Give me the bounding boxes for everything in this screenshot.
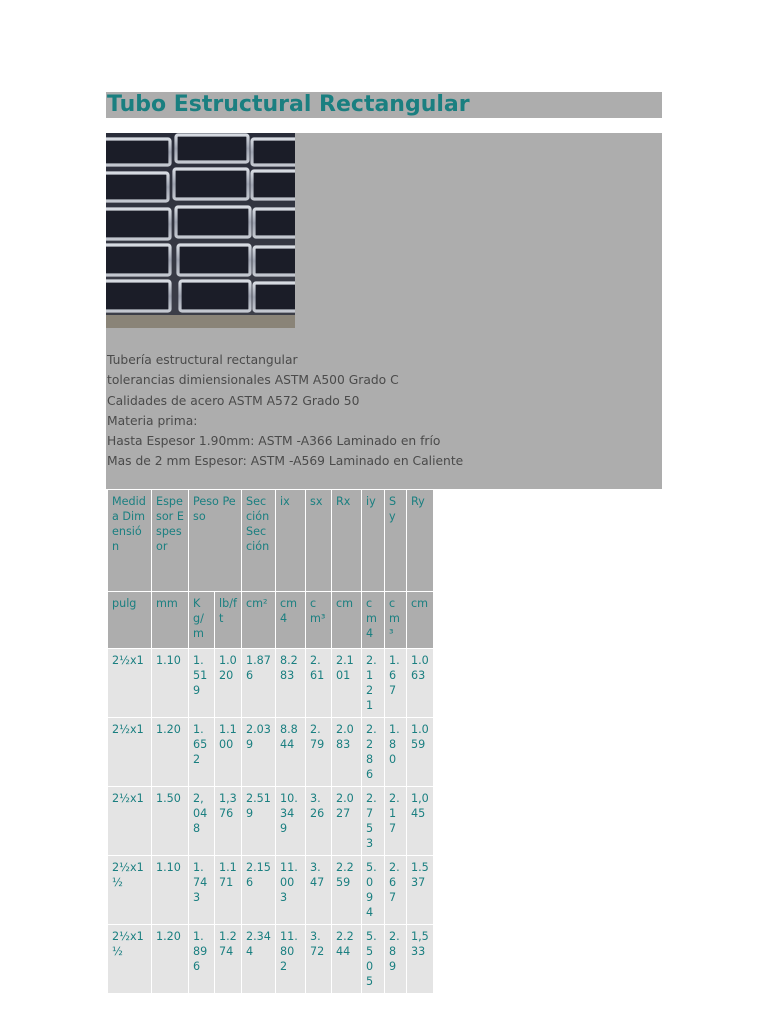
table-cell: 2½x1: [108, 649, 152, 718]
table-cell: 3.72: [306, 925, 332, 994]
unit-cell: mm: [152, 592, 189, 649]
table-cell: 2½x1½: [108, 856, 152, 925]
title-gap: [110, 118, 662, 133]
description-line: Materia prima:: [107, 413, 198, 428]
table-cell: 10.349: [276, 787, 306, 856]
description-line: tolerancias dimiensionales ASTM A500 Grado C: [107, 373, 399, 388]
table-cell: 2,048: [189, 787, 215, 856]
table-cell: 3.26: [306, 787, 332, 856]
table-cell: 5.505: [362, 925, 385, 994]
table-cell: 1.20: [152, 925, 189, 994]
table-cell: 2.156: [242, 856, 276, 925]
table-header-row: [108, 490, 434, 592]
header-cell: Ry: [407, 490, 434, 592]
table-cell: 1.896: [189, 925, 215, 994]
header-cell: ix: [276, 490, 306, 592]
table-cell: 2.519: [242, 787, 276, 856]
table-cell: 3.47: [306, 856, 332, 925]
table-cell: 2.61: [306, 649, 332, 718]
table-cell: 1.10: [152, 856, 189, 925]
table-cell: 2.259: [332, 856, 362, 925]
unit-cell: cm4: [362, 592, 385, 649]
table-cell: 5.094: [362, 856, 385, 925]
unit-cell: pulg: [108, 592, 152, 649]
table-cell: 1.537: [407, 856, 434, 925]
table-row: [108, 925, 434, 994]
header-cell: Rx: [332, 490, 362, 592]
table-cell: 2.67: [385, 856, 407, 925]
table-cell: 1.743: [189, 856, 215, 925]
description-line: Hasta Espesor 1.90mm: ASTM -A366 Laminado en frío: [107, 434, 441, 449]
table-cell: 2½x1: [108, 787, 152, 856]
unit-cell: cm: [407, 592, 434, 649]
unit-cell: cm³: [385, 592, 407, 649]
table-cell: 2.79: [306, 718, 332, 787]
table-cell: 1,533: [407, 925, 434, 994]
table-cell: 1.274: [215, 925, 242, 994]
table-cell: 1.100: [215, 718, 242, 787]
table-cell: 1.063: [407, 649, 434, 718]
unit-cell: lb/ft: [215, 592, 242, 649]
unit-cell: cm²: [242, 592, 276, 649]
table-row: [108, 856, 434, 925]
unit-cell: cm: [332, 592, 362, 649]
header-cell: sx: [306, 490, 332, 592]
table-cell: 2½x1: [108, 718, 152, 787]
table-cell: 1.50: [152, 787, 189, 856]
table-cell: 8.283: [276, 649, 306, 718]
table-cell: 1.059: [407, 718, 434, 787]
table-cell: 11.802: [276, 925, 306, 994]
table-cell: 1.171: [215, 856, 242, 925]
table-cell: 2.89: [385, 925, 407, 994]
spec-table: [107, 489, 434, 994]
table-cell: 2.121: [362, 649, 385, 718]
description: [107, 350, 463, 472]
table-cell: 8.844: [276, 718, 306, 787]
header-cell: Sección Sección: [242, 490, 276, 592]
header-cell: Peso Peso: [189, 490, 242, 592]
description-line: Mas de 2 mm Espesor: ASTM -A569 Laminado en Caliente: [107, 454, 464, 469]
table-cell: 1,376: [215, 787, 242, 856]
table-cell: 1,045: [407, 787, 434, 856]
table-cell: 1.67: [385, 649, 407, 718]
unit-cell: Kg/m: [189, 592, 215, 649]
table-cell: 2.039: [242, 718, 276, 787]
table-cell: 2.101: [332, 649, 362, 718]
table-cell: 2.753: [362, 787, 385, 856]
table-cell: 2.027: [332, 787, 362, 856]
table-cell: 2.17: [385, 787, 407, 856]
header-cell: Espesor Espesor: [152, 490, 189, 592]
table-cell: 1.652: [189, 718, 215, 787]
description-line: Tubería estructural rectangular: [107, 353, 298, 367]
table-cell: 11.003: [276, 856, 306, 925]
table-row: [108, 787, 434, 856]
table-cell: 2½x1½: [108, 925, 152, 994]
table-cell: 1.80: [385, 718, 407, 787]
table-row: [108, 649, 434, 718]
header-cell: Medida Dimensión: [108, 490, 152, 592]
header-cell: iy: [362, 490, 385, 592]
table-units-row: [108, 592, 434, 649]
tube-photo: [106, 133, 295, 328]
table-cell: 1.876: [242, 649, 276, 718]
table-cell: 1.519: [189, 649, 215, 718]
table-row: [108, 718, 434, 787]
table-cell: 2.344: [242, 925, 276, 994]
unit-cell: cm4: [276, 592, 306, 649]
table-cell: 1.020: [215, 649, 242, 718]
table-cell: 1.20: [152, 718, 189, 787]
page-title: Tubo Estructural Rectangular: [107, 92, 470, 117]
table-cell: 2.244: [332, 925, 362, 994]
table-cell: 2.083: [332, 718, 362, 787]
unit-cell: cm³: [306, 592, 332, 649]
description-line: Calidades de acero ASTM A572 Grado 50: [107, 393, 360, 408]
header-cell: Sy: [385, 490, 407, 592]
table-cell: 1.10: [152, 649, 189, 718]
table-cell: 2.286: [362, 718, 385, 787]
